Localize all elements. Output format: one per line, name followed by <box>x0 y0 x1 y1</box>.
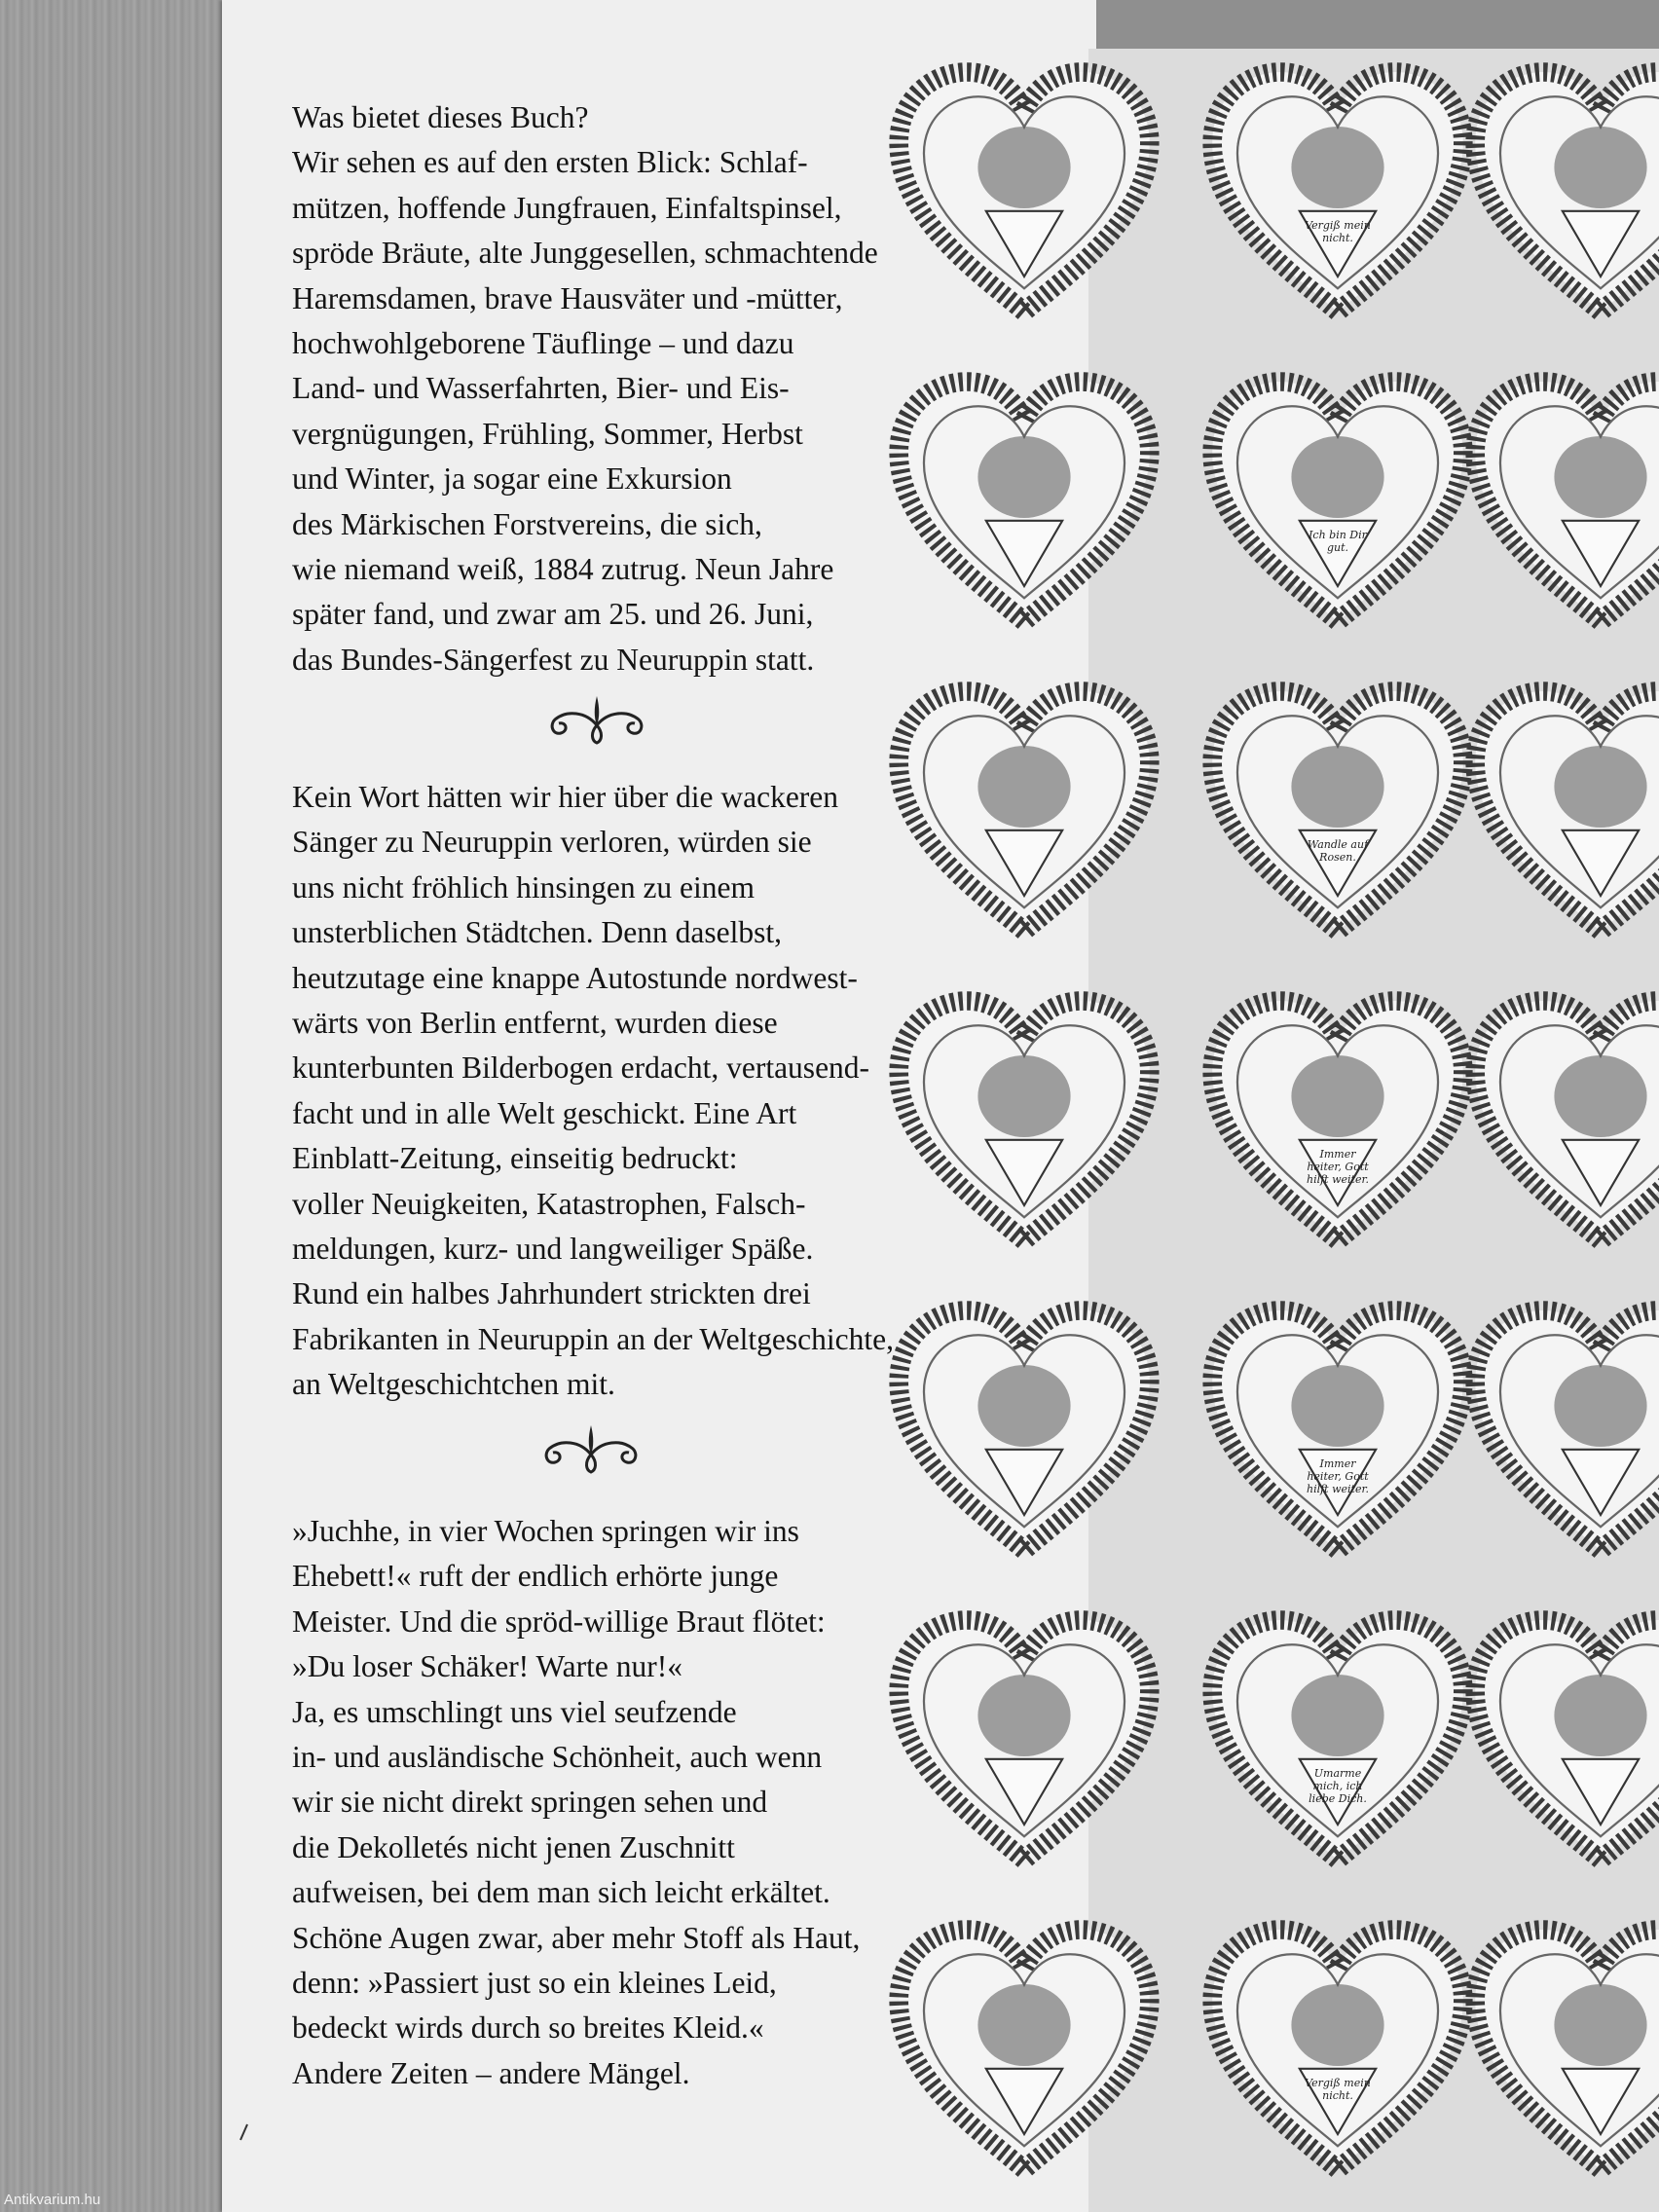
text-line: Schöne Augen zwar, aber mehr Stoff als Haut, <box>292 1920 861 1955</box>
text-line: meldungen, kurz- und langweiliger Späße. <box>292 1232 814 1267</box>
text-line: Meister. Und die spröd-willige Braut flötet: <box>292 1604 826 1639</box>
text-line: voller Neuigkeiten, Katastrophen, Falsch- <box>292 1186 806 1221</box>
heart-wreath-icon <box>1464 1906 1659 2198</box>
heart-wreath-icon <box>1201 49 1474 341</box>
wooden-table-background <box>0 0 226 2212</box>
heart-wreath-icon <box>1201 1906 1474 2198</box>
text-line: bedeckt wirds durch so breites Kleid.« <box>292 2010 764 2046</box>
text-line: des Märkischen Forstvereins, die sich, <box>292 506 762 541</box>
heart-vignette <box>1464 1287 1659 1579</box>
text-line: vergnügungen, Frühling, Sommer, Herbst <box>292 416 803 451</box>
text-line: »Du loser Schäker! Warte nur!« <box>292 1649 682 1684</box>
heart-wreath-icon <box>888 668 1161 960</box>
heart-wreath-icon <box>888 977 1161 1270</box>
text-line: »Juchhe, in vier Wochen springen wir ins <box>292 1514 799 1548</box>
heart-vignette <box>1464 977 1659 1270</box>
heart-wreath-icon <box>1464 668 1659 960</box>
text-line: Wir sehen es auf den ersten Blick: Schlaf- <box>292 145 808 180</box>
heart-vignette <box>888 1597 1161 1889</box>
heart-vignette <box>1201 1597 1474 1889</box>
text-line: Fabrikanten in Neuruppin an der Weltgeschichte, <box>292 1321 894 1356</box>
text-line: später fand, und zwar am 25. und 26. Juni, <box>292 597 814 632</box>
heart-caption: Vergiß mein nicht. <box>1305 2077 1371 2102</box>
text-line: wie niemand weiß, 1884 zutrug. Neun Jahre <box>292 552 834 587</box>
heart-vignette <box>1201 1287 1474 1579</box>
heart-wreath-icon <box>1201 1597 1474 1889</box>
text-line: Ja, es umschlingt uns viel seufzende <box>292 1694 737 1729</box>
heart-wreath-icon <box>1464 977 1659 1270</box>
heart-wreath-icon <box>888 1287 1161 1579</box>
heart-vignette <box>1201 1906 1474 2198</box>
text-line: Land- und Wasserfahrten, Bier- und Eis- <box>292 371 790 406</box>
heart-wreath-icon <box>888 1597 1161 1889</box>
text-line: spröde Bräute, alte Junggesellen, schmachtende <box>292 236 878 271</box>
heart-caption: Wandle auf Rosen. <box>1307 838 1369 864</box>
heart-vignette <box>1201 358 1474 650</box>
heart-vignette <box>888 1906 1161 2198</box>
heart-wreath-icon <box>1201 977 1474 1270</box>
text-line: und Winter, ja sogar eine Exkursion <box>292 461 732 497</box>
heart-vignette <box>888 1287 1161 1579</box>
watermark: Antikvarium.hu <box>4 2192 101 2208</box>
text-line: hochwohlgeborene Täuflinge – und dazu <box>292 326 794 361</box>
heart-wreath-icon <box>1464 49 1659 341</box>
text-line: wärts von Berlin entfernt, wurden diese <box>292 1006 778 1041</box>
heart-wreath-icon <box>1201 1287 1474 1579</box>
heart-vignette <box>1201 977 1474 1270</box>
text-line: Kein Wort hätten wir hier über die wackeren <box>292 780 839 814</box>
heart-wreath-icon <box>888 1906 1161 2198</box>
heart-wreath-icon <box>888 49 1161 341</box>
pen-mark-icon <box>238 2122 249 2142</box>
heart-caption: Immer heiter, Gott hilft weiter. <box>1306 1148 1370 1186</box>
text-line: mützen, hoffende Jungfrauen, Einfaltspinsel, <box>292 190 842 225</box>
heart-vignette <box>888 668 1161 960</box>
text-line: Ehebett!« ruft der endlich erhörte junge <box>292 1559 779 1594</box>
heart-caption: Umarme mich, ich liebe Dich. <box>1309 1767 1367 1805</box>
text-line: heutzutage eine knappe Autostunde nordwest- <box>292 960 858 995</box>
heart-vignette <box>888 49 1161 341</box>
heart-vignette <box>1464 668 1659 960</box>
text-line: Einblatt-Zeitung, einseitig bedruckt: <box>292 1141 738 1176</box>
heart-caption: Vergiß mein nicht. <box>1305 219 1371 244</box>
heart-vignette <box>1464 358 1659 650</box>
ornament-divider-1-icon <box>543 692 650 745</box>
text-line: die Dekolletés nicht jenen Zuschnitt <box>292 1829 735 1864</box>
text-line: facht und in alle Welt geschickt. Eine Art <box>292 1095 797 1130</box>
heart-caption: Ich bin Dir gut. <box>1309 529 1367 554</box>
heart-vignette <box>888 358 1161 650</box>
heart-caption: Immer heiter, Gott hilft weiter. <box>1306 1457 1370 1495</box>
text-line: denn: »Passiert just so ein kleines Leid, <box>292 1966 777 2001</box>
text-line: in- und ausländische Schönheit, auch wenn <box>292 1740 823 1775</box>
text-line: Haremsdamen, brave Hausväter und -mütter, <box>292 280 843 315</box>
text-line: Sänger zu Neuruppin verloren, würden sie <box>292 825 812 860</box>
heart-vignette <box>1464 1597 1659 1889</box>
heart-wreath-icon <box>1464 1597 1659 1889</box>
heart-vignette <box>1464 1906 1659 2198</box>
heart-wreath-icon <box>1201 358 1474 650</box>
heart-wreath-icon <box>888 358 1161 650</box>
text-line: wir sie nicht direkt springen sehen und <box>292 1785 768 1820</box>
heart-wreath-icon <box>1464 358 1659 650</box>
text-line: uns nicht fröhlich hinsingen zu einem <box>292 869 756 904</box>
heart-vignette <box>888 977 1161 1270</box>
text-line: Was bietet dieses Buch? <box>292 100 589 134</box>
text-line: Andere Zeiten – andere Mängel. <box>292 2055 690 2090</box>
text-line: an Weltgeschichtchen mit. <box>292 1367 615 1402</box>
heart-pattern-illustration <box>1088 49 1659 2212</box>
heart-wreath-icon <box>1464 1287 1659 1579</box>
text-line: Rund ein halbes Jahrhundert strickten drei <box>292 1276 811 1311</box>
heart-vignette <box>1201 668 1474 960</box>
text-line: unsterblichen Städtchen. Denn daselbst, <box>292 915 783 950</box>
ornament-divider-2-icon <box>537 1421 645 1474</box>
text-line: aufweisen, bei dem man sich leicht erkältet. <box>292 1875 830 1910</box>
heart-wreath-icon <box>1201 668 1474 960</box>
text-line: das Bundes-Sängerfest zu Neuruppin statt. <box>292 642 815 677</box>
heart-vignette <box>1464 49 1659 341</box>
heart-vignette <box>1201 49 1474 341</box>
text-line: kunterbunten Bilderbogen erdacht, vertausend- <box>292 1051 870 1086</box>
